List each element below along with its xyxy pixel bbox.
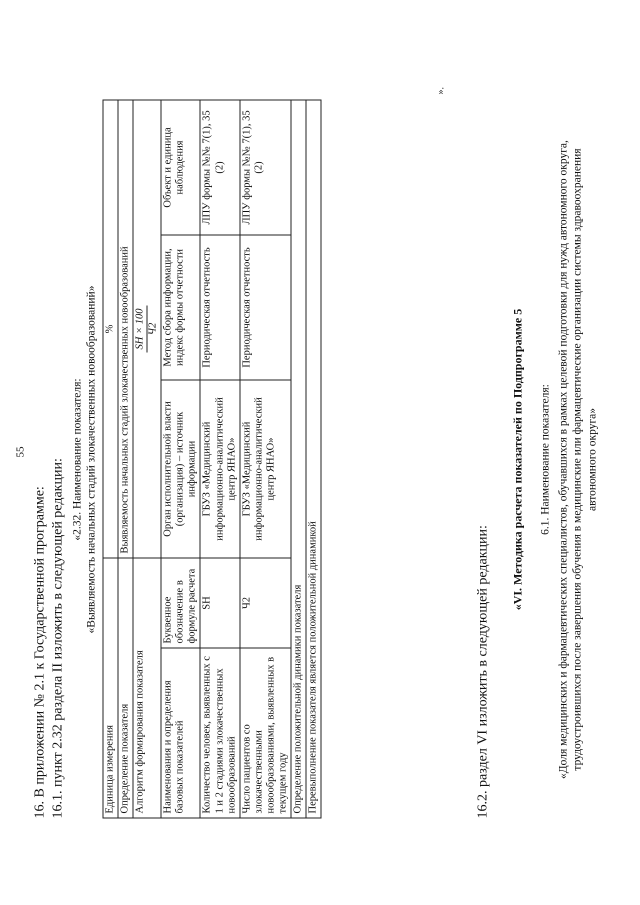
formula-cell: [133, 100, 161, 558]
row2-symbol: Ч2: [240, 558, 291, 648]
header-source-organ: Орган исполнительной власти (организация) – источник информации: [161, 380, 200, 558]
definition-value: Выявляемость начальных стадий злокачественных новообразований: [118, 100, 133, 558]
row1-object: ЛПУ формы №№ 7(1), 35 (2): [200, 100, 239, 235]
table-header-row: [161, 100, 200, 818]
paragraph-16-2: 16.2. раздел VI изложить в следующей редакции:: [475, 525, 491, 819]
row2-object: ЛПУ формы №№ 7(1), 35 (2): [240, 100, 291, 235]
paragraph-16-1: 16.1. пункт 2.32 раздела II изложить в следующей редакции:: [50, 458, 66, 819]
table-row-dynamics-label: [291, 100, 306, 818]
table-row-dynamics-value: [306, 100, 321, 818]
header-base-indicators: Наименования и определения базовых показателей: [161, 648, 200, 818]
section-2-32-indicator-name: «Выявляемость начальных стадий злокачественных новообразований»: [85, 285, 98, 634]
section-vi-title: «VI. Методика расчета показателей по Подпрограмме 5: [510, 308, 525, 611]
closing-quote-mark: ».: [435, 87, 447, 95]
row2-indicator: Число пациентов со злокачественными новообразованиями, выявленных в текущем году: [240, 648, 291, 818]
row1-method: Периодическая отчетность: [200, 235, 239, 380]
header-collection-method: Метод сбора информации, индекс формы отчетности: [161, 235, 200, 380]
dynamics-label: Определение положительной динамики показателя: [291, 100, 306, 818]
page-number: 55: [14, 446, 27, 458]
formula: [135, 306, 160, 353]
paragraph-16: 16. В приложении № 2.1 к Государственной программе:: [32, 486, 48, 819]
table-row: [200, 100, 239, 818]
formula-numerator: SH × 100: [135, 306, 148, 353]
header-letter-symbol: Буквенное обозначение в формуле расчета: [161, 558, 200, 648]
table-row-definition: [118, 100, 133, 818]
row1-indicator: Количество человек, выявленных с 1 и 2 стадиями злокачественных новообразований: [200, 648, 239, 818]
section-6-1-indicator-name: «Доля медицинских и фармацевтических специалистов, обучавшихся в рамках целевой подготовки для нужд автономного округа, трудоустроившихся после завершения обучения в медицинские или фармацевтические организации системы здравоохранения автономного округа»: [557, 140, 599, 779]
header-observation-object: Объект и единица наблюдения: [161, 100, 200, 235]
indicator-table: [103, 99, 322, 818]
table-row-algorithm: [133, 100, 161, 818]
table-row: [240, 100, 291, 818]
section-2-32-heading: «2.32. Наименование показателя:: [71, 378, 84, 541]
algorithm-label: Алгоритм формирования показателя: [133, 558, 161, 818]
unit-value: %: [103, 100, 118, 558]
row2-method: Периодическая отчетность: [240, 235, 291, 380]
section-6-1-heading: 6.1. Наименование показателя:: [539, 384, 552, 535]
table-row-unit: [103, 100, 118, 818]
dynamics-value: Перевыполнение показателя является положительной динамикой: [306, 100, 321, 818]
definition-label: Определение показателя: [118, 558, 133, 818]
row2-source: ГБУЗ «Медицинский информационно-аналитический центр ЯНАО»: [240, 380, 291, 558]
formula-denominator: Ч2: [147, 322, 159, 336]
row1-source: ГБУЗ «Медицинский информационно-аналитический центр ЯНАО»: [200, 380, 239, 558]
row1-symbol: SH: [200, 558, 239, 648]
unit-label: Единица измерения: [103, 558, 118, 818]
rotated-content: [11, 10, 631, 895]
